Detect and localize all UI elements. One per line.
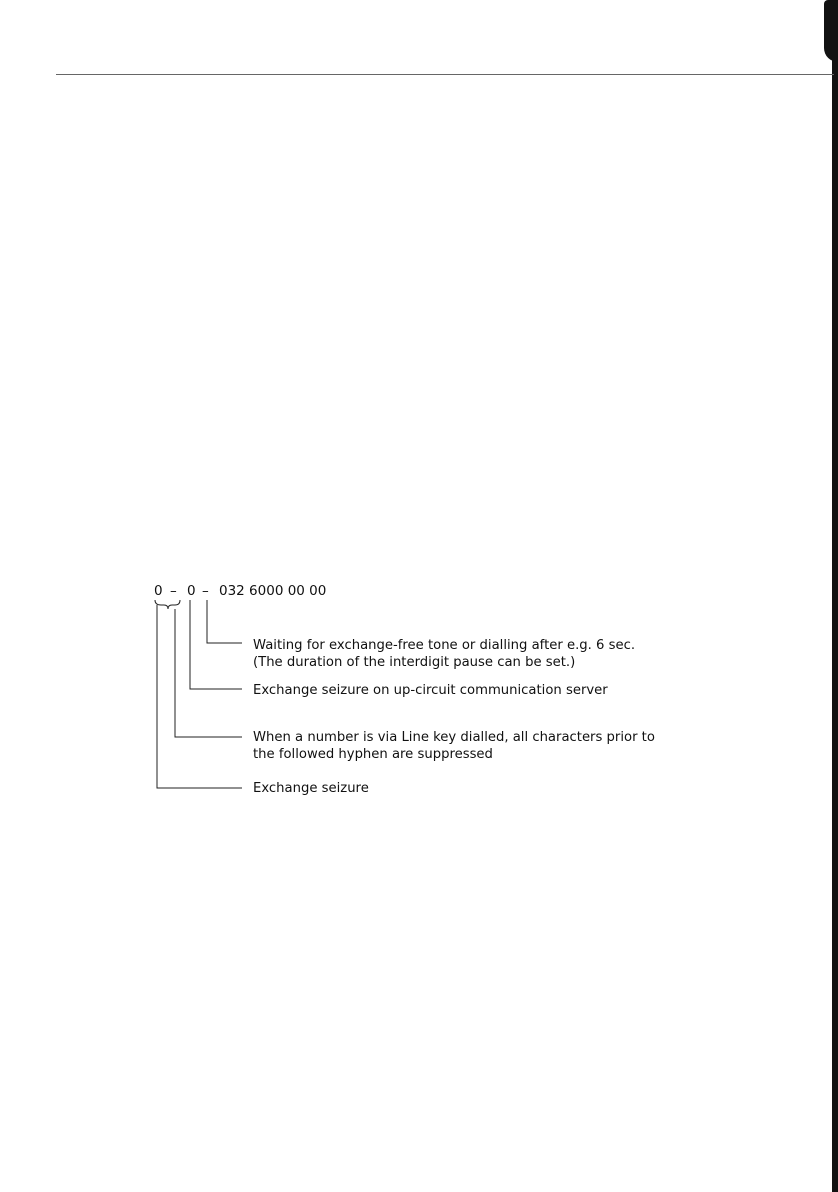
second-digit: 0 xyxy=(187,583,196,599)
note-up-circuit-seizure: Exchange seizure on up-circuit communication server xyxy=(253,683,608,698)
dialled-number: 032 6000 00 00 xyxy=(219,583,327,599)
leader-line-exchange-seizure xyxy=(157,605,242,788)
leader-line-up-circuit xyxy=(190,600,242,689)
prefix-brace xyxy=(155,600,180,609)
leader-line-hyphen-suppression xyxy=(175,609,242,737)
note-exchange-free-tone-line-2: (The duration of the interdigit pause can be set.) xyxy=(253,655,576,670)
second-hyphen: – xyxy=(202,583,209,599)
dial-string xyxy=(154,583,326,599)
note-hyphen-suppression-line-1: When a number is via Line key dialled, all characters prior to xyxy=(253,730,655,745)
first-hyphen: – xyxy=(170,583,177,599)
note-hyphen-suppression-line-2: the followed hyphen are suppressed xyxy=(253,747,493,762)
leader-lines xyxy=(157,600,242,788)
first-digit: 0 xyxy=(154,583,163,599)
annotations xyxy=(253,638,655,796)
leader-line-exchange-free-tone xyxy=(207,600,242,643)
note-exchange-free-tone-line-1: Waiting for exchange-free tone or dialling after e.g. 6 sec. xyxy=(253,638,636,653)
note-exchange-seizure: Exchange seizure xyxy=(253,781,369,796)
